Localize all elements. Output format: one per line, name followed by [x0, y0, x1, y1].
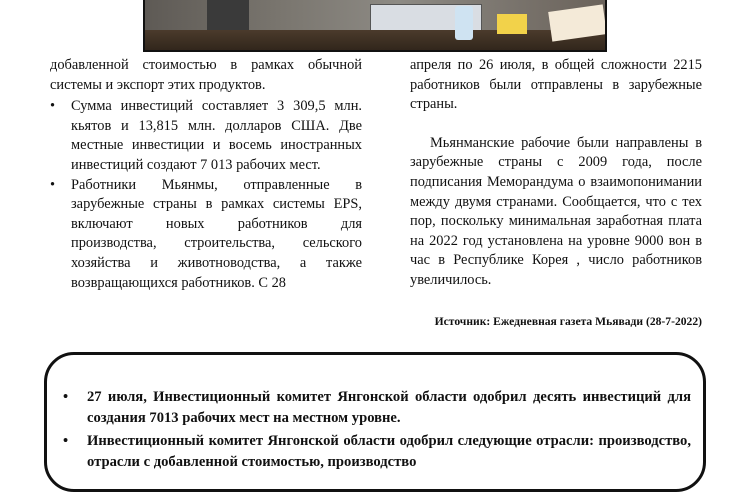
- summary-text: 27 июля, Инвестиционный комитет Янгонской области одобрил десять инвестиций для создания 7013 рабочих мест на местном уровне.: [87, 389, 691, 426]
- right-paragraph-1: апреля по 26 июля, в общей сложности 2215 работников были отправлены в зарубежные страны.: [410, 57, 702, 113]
- right-paragraph-2: Мьянманские рабочие были направлены в зарубежные страны с 2009 года, после подписания Меморандума о взаимопонимании между двумя странами. Сообщается, что с тех пор, поскольку минимальная заработная плата на 2022 год установлена на уровне 9000 вон в час в Республике Корея , число работников увеличилось.: [410, 134, 702, 288]
- bullet-text: Работники Мьянмы, отправленные в зарубежные страны в рамках системы EPS, включают новых работников для производства, строительства, сельского хозяйства и животноводства, а также возвращающихся работников. С 28: [71, 176, 362, 291]
- right-column: [410, 56, 702, 291]
- summary-text: Инвестиционный комитет Янгонской области одобрил следующие отрасли: производство, отрасли с добавленной стоимостью, производство: [87, 433, 691, 470]
- bullet-icon: •: [63, 389, 69, 405]
- continuation-paragraph: добавленной стоимостью в рамках обычной системы и экспорт этих продуктов.: [50, 57, 362, 93]
- bullet-item-workers: [50, 176, 362, 294]
- summary-item: [63, 431, 691, 473]
- left-column: [50, 56, 362, 293]
- bullet-icon: •: [50, 176, 56, 193]
- source-citation: Источник: Ежедневная газета Мьявади (28-7-2022): [434, 315, 702, 328]
- header-photo: [143, 0, 607, 52]
- summary-item: [63, 387, 691, 429]
- bullet-item-investment: [50, 97, 362, 175]
- summary-box: [44, 352, 706, 492]
- bullet-icon: •: [50, 98, 56, 115]
- bullet-icon: •: [63, 433, 69, 449]
- bullet-text: Сумма инвестиций составляет 3 309,5 млн. кьятов и 13,815 млн. долларов США. Две местные инвестиции и восемь иностранных инвестиций создают 7 013 рабочих мест.: [71, 98, 362, 173]
